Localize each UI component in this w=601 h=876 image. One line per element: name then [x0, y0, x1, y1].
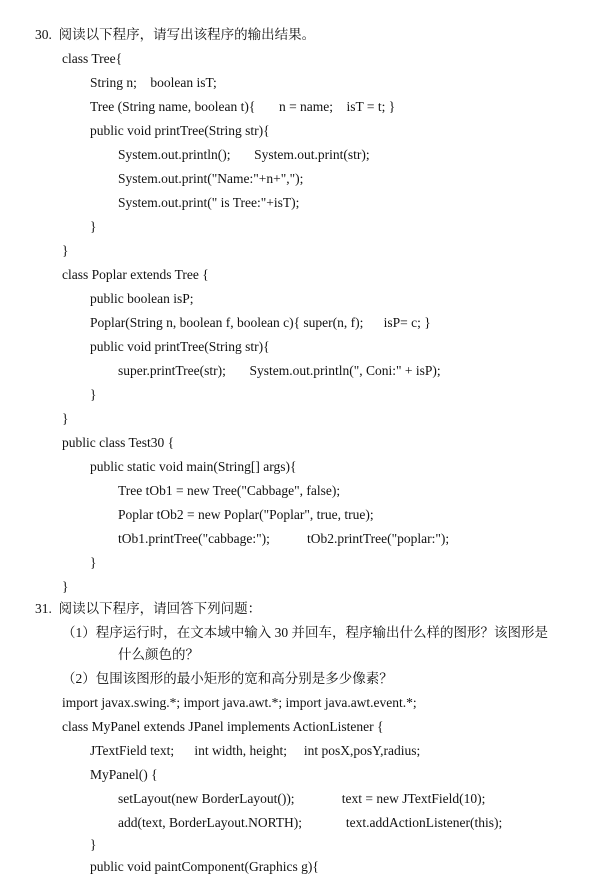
code-line: public class Test30 {: [62, 435, 175, 450]
code-line: class Tree{: [62, 51, 123, 66]
code-line: System.out.print("Name:"+n+",");: [118, 171, 304, 186]
code-line: class MyPanel extends JPanel implements ActionListener {: [62, 719, 384, 734]
code-line: System.out.print(" is Tree:"+isT);: [118, 195, 300, 210]
code-line: }: [62, 579, 69, 594]
code-line: add(text, BorderLayout.NORTH); text.addActionListener(this);: [118, 815, 503, 830]
question-30-title: 30. 阅读以下程序，请写出该程序的输出结果。: [35, 27, 316, 42]
code-line: JTextField text; int width, height; int posX,posY,radius;: [90, 743, 421, 758]
question-31-sub1-cont: 什么颜色的？: [118, 647, 199, 662]
code-line: Poplar tOb2 = new Poplar("Poplar", true, true);: [118, 507, 374, 522]
question-31-sub1: （1）程序运行时，在文本域中输入 30 并回车，程序输出什么样的图形？该图形是: [62, 625, 548, 640]
code-line: Tree (String name, boolean t){ n = name; isT = t; }: [90, 99, 396, 114]
code-line: }: [90, 219, 97, 234]
code-line: }: [62, 243, 69, 258]
code-line: setLayout(new BorderLayout()); text = new JTextField(10);: [118, 791, 486, 806]
code-line: MyPanel() {: [90, 767, 158, 782]
code-line: System.out.println(); System.out.print(str);: [118, 147, 370, 162]
code-line: tOb1.printTree("cabbage:"); tOb2.printTree("poplar:");: [118, 531, 450, 546]
code-line: public void printTree(String str){: [90, 123, 270, 138]
code-line: import javax.swing.*; import java.awt.*; import java.awt.event.*;: [62, 695, 417, 710]
code-line: public void paintComponent(Graphics g){: [90, 859, 319, 874]
code-line: }: [62, 411, 69, 426]
code-line: }: [90, 387, 97, 402]
question-31-sub2: （2）包围该图形的最小矩形的宽和高分别是多少像素？: [62, 671, 393, 686]
code-line: public void printTree(String str){: [90, 339, 270, 354]
code-line: public boolean isP;: [90, 291, 194, 306]
code-line: super.printTree(str); System.out.println(", Coni:" + isP);: [118, 363, 441, 378]
code-line: }: [90, 555, 97, 570]
code-line: String n; boolean isT;: [90, 75, 217, 90]
code-line: public static void main(String[] args){: [90, 459, 297, 474]
question-31-title: 31. 阅读以下程序，请回答下列问题：: [35, 601, 262, 616]
code-line: }: [90, 837, 97, 852]
code-line: class Poplar extends Tree {: [62, 267, 209, 282]
code-line: Poplar(String n, boolean f, boolean c){ super(n, f); isP= c; }: [90, 315, 431, 330]
code-line: Tree tOb1 = new Tree("Cabbage", false);: [118, 483, 341, 498]
